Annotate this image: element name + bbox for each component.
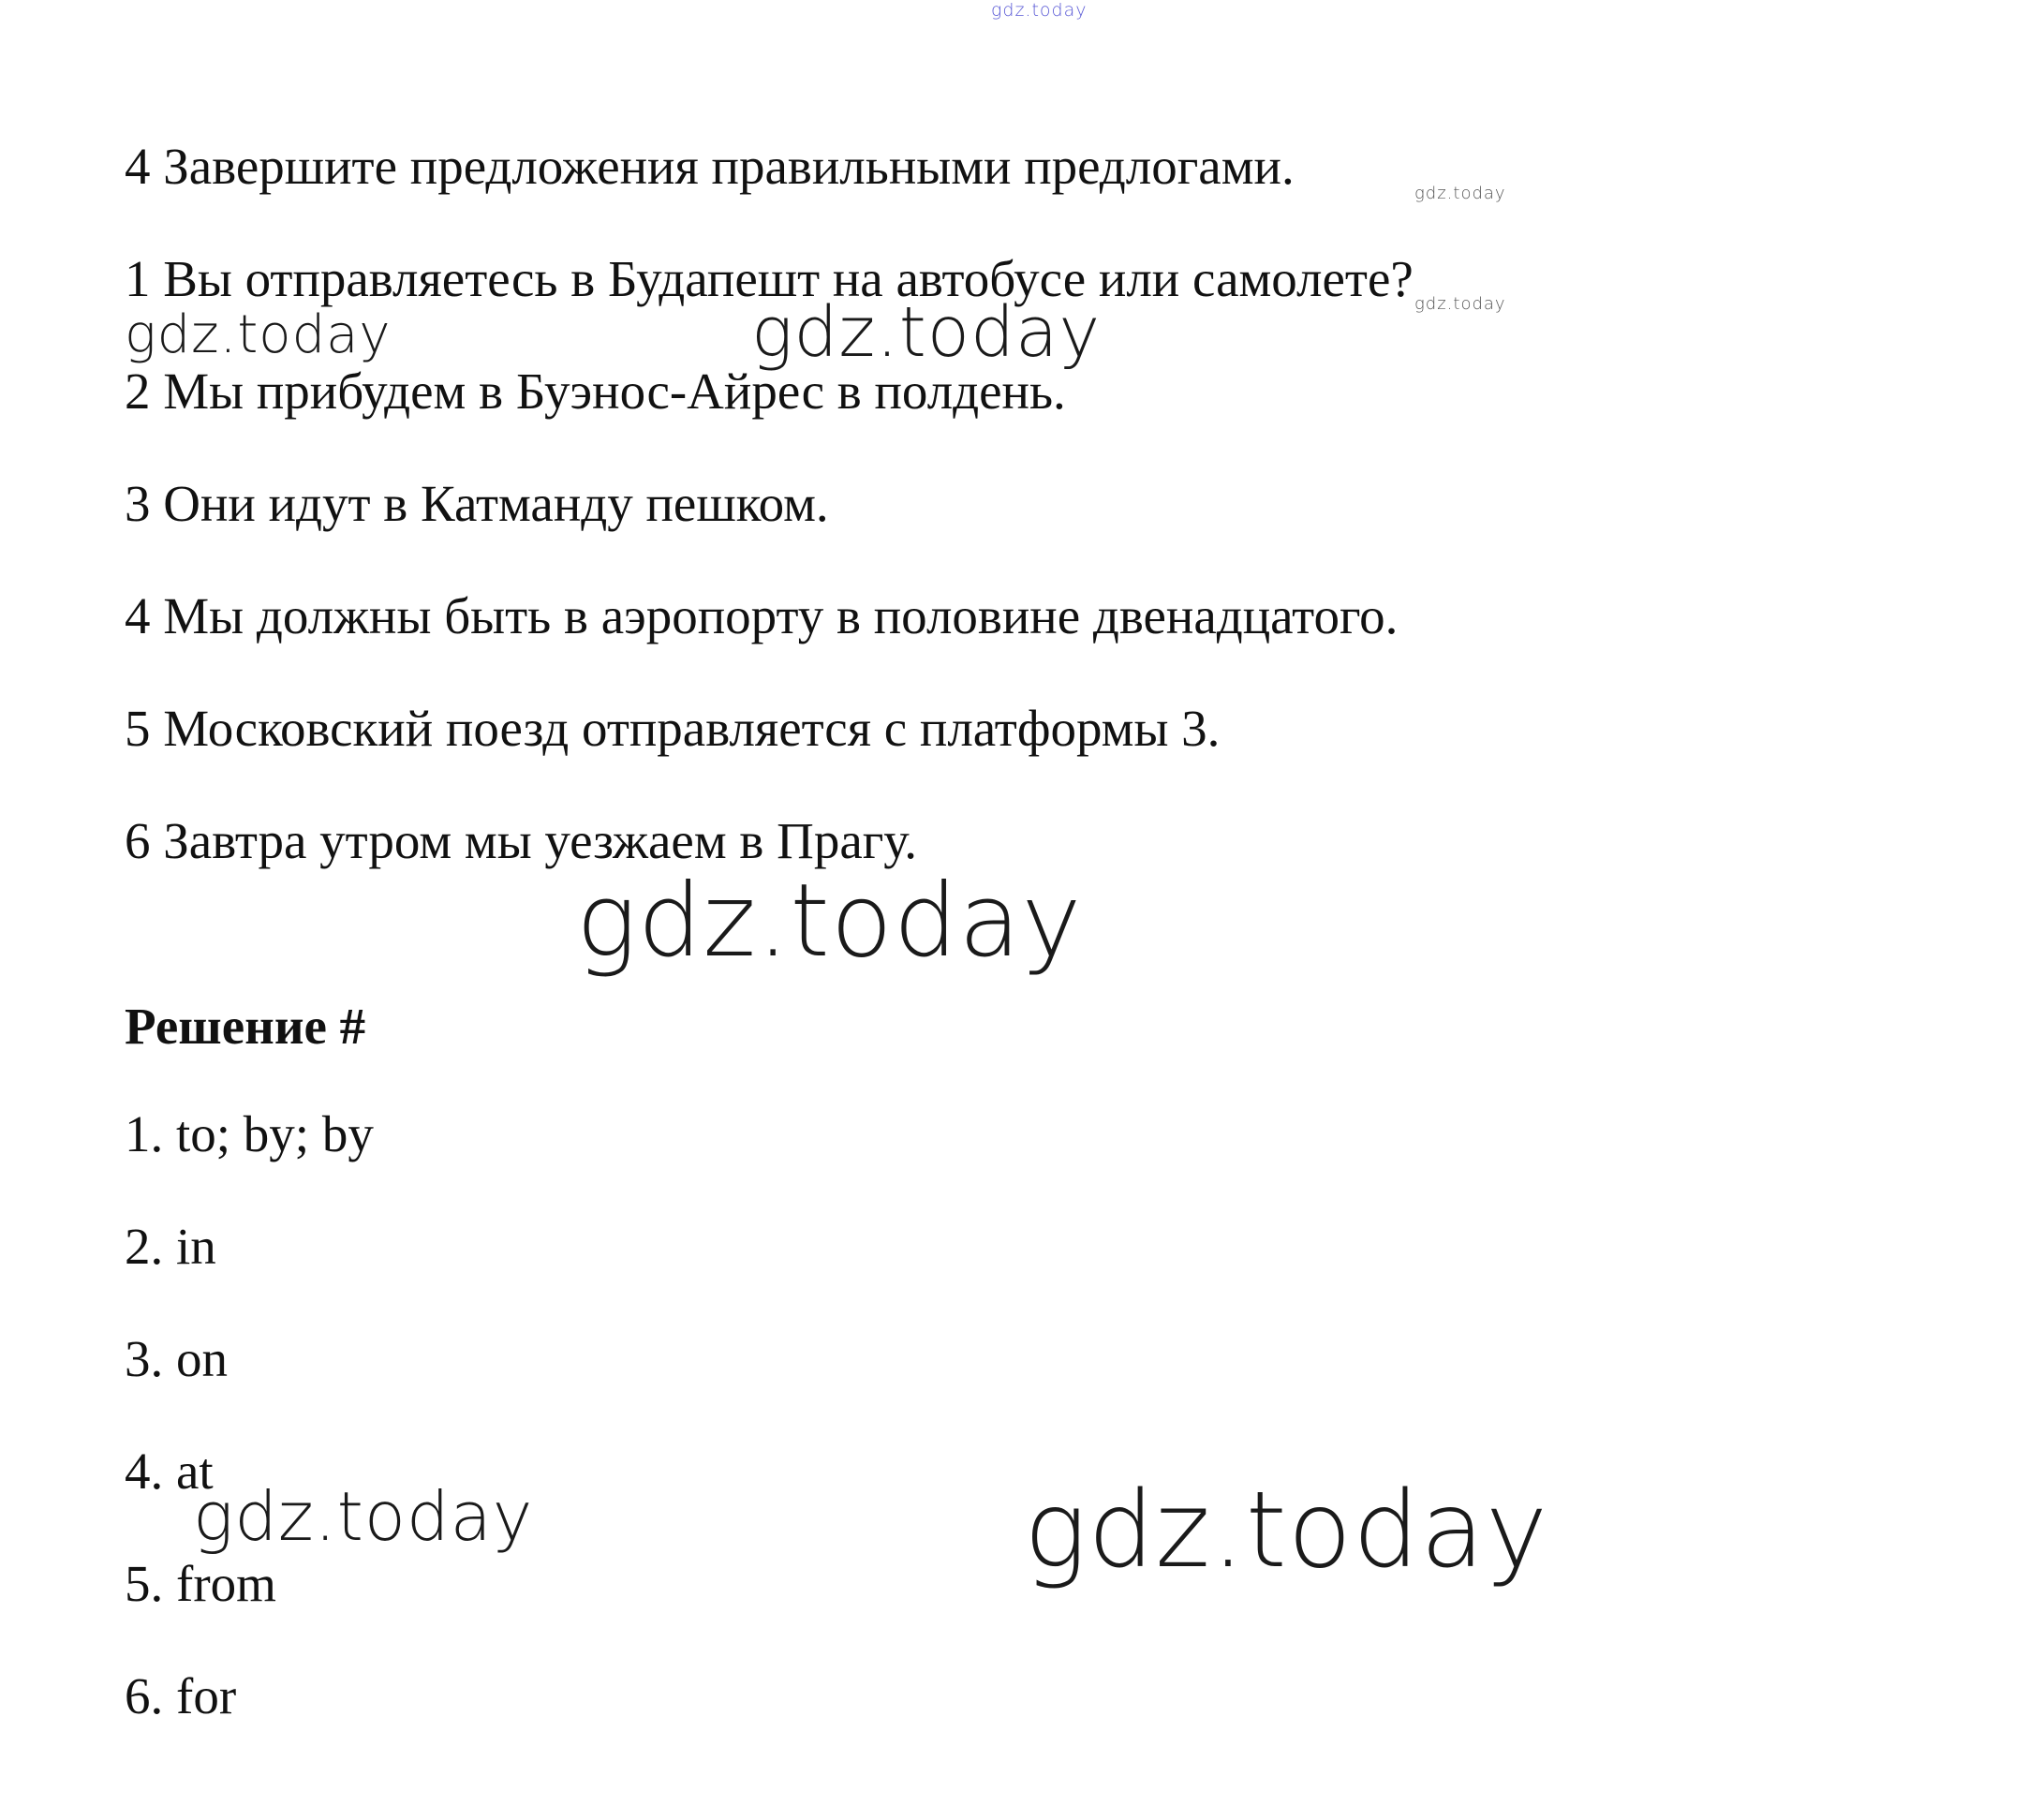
task-sentence-2: 2 Мы прибудем в Буэнос-Айрес в полдень. — [125, 363, 1066, 420]
task-title: 4 Завершите предложения правильными предлогами. — [125, 138, 1295, 195]
answer-4: 4. at — [125, 1443, 214, 1500]
watermark-large-1: gdz.today — [576, 863, 1083, 980]
answer-1: 1. to; by; by — [125, 1105, 374, 1162]
watermark-small-2: gdz.today — [1414, 294, 1506, 314]
task-sentence-1: 1 Вы отправляетесь в Будапешт на автобусе или самолете? — [125, 250, 1414, 307]
answer-2: 2. in — [125, 1218, 216, 1275]
task-sentence-5: 5 Московский поезд отправляется с платформы 3. — [125, 700, 1221, 757]
answer-5: 5. from — [125, 1555, 276, 1612]
watermark-top: gdz.today — [991, 0, 1088, 21]
watermark-small-1: gdz.today — [1414, 184, 1506, 203]
task-sentence-6: 6 Завтра утром мы уезжаем в Прагу. — [125, 812, 918, 869]
watermark-medium-2: gdz.today — [751, 292, 1102, 373]
watermark-medium-3: gdz.today — [193, 1477, 534, 1556]
solution-heading: Решение # — [125, 998, 366, 1055]
answer-3: 3. on — [125, 1330, 228, 1387]
task-sentence-4: 4 Мы должны быть в аэропорту в половине двенадцатого. — [125, 587, 1399, 644]
watermark-large-2: gdz.today — [1024, 1470, 1549, 1591]
watermark-medium-1: gdz.today — [125, 304, 392, 365]
answer-6: 6. for — [125, 1667, 237, 1724]
task-sentence-3: 3 Они идут в Катманду пешком. — [125, 475, 829, 532]
